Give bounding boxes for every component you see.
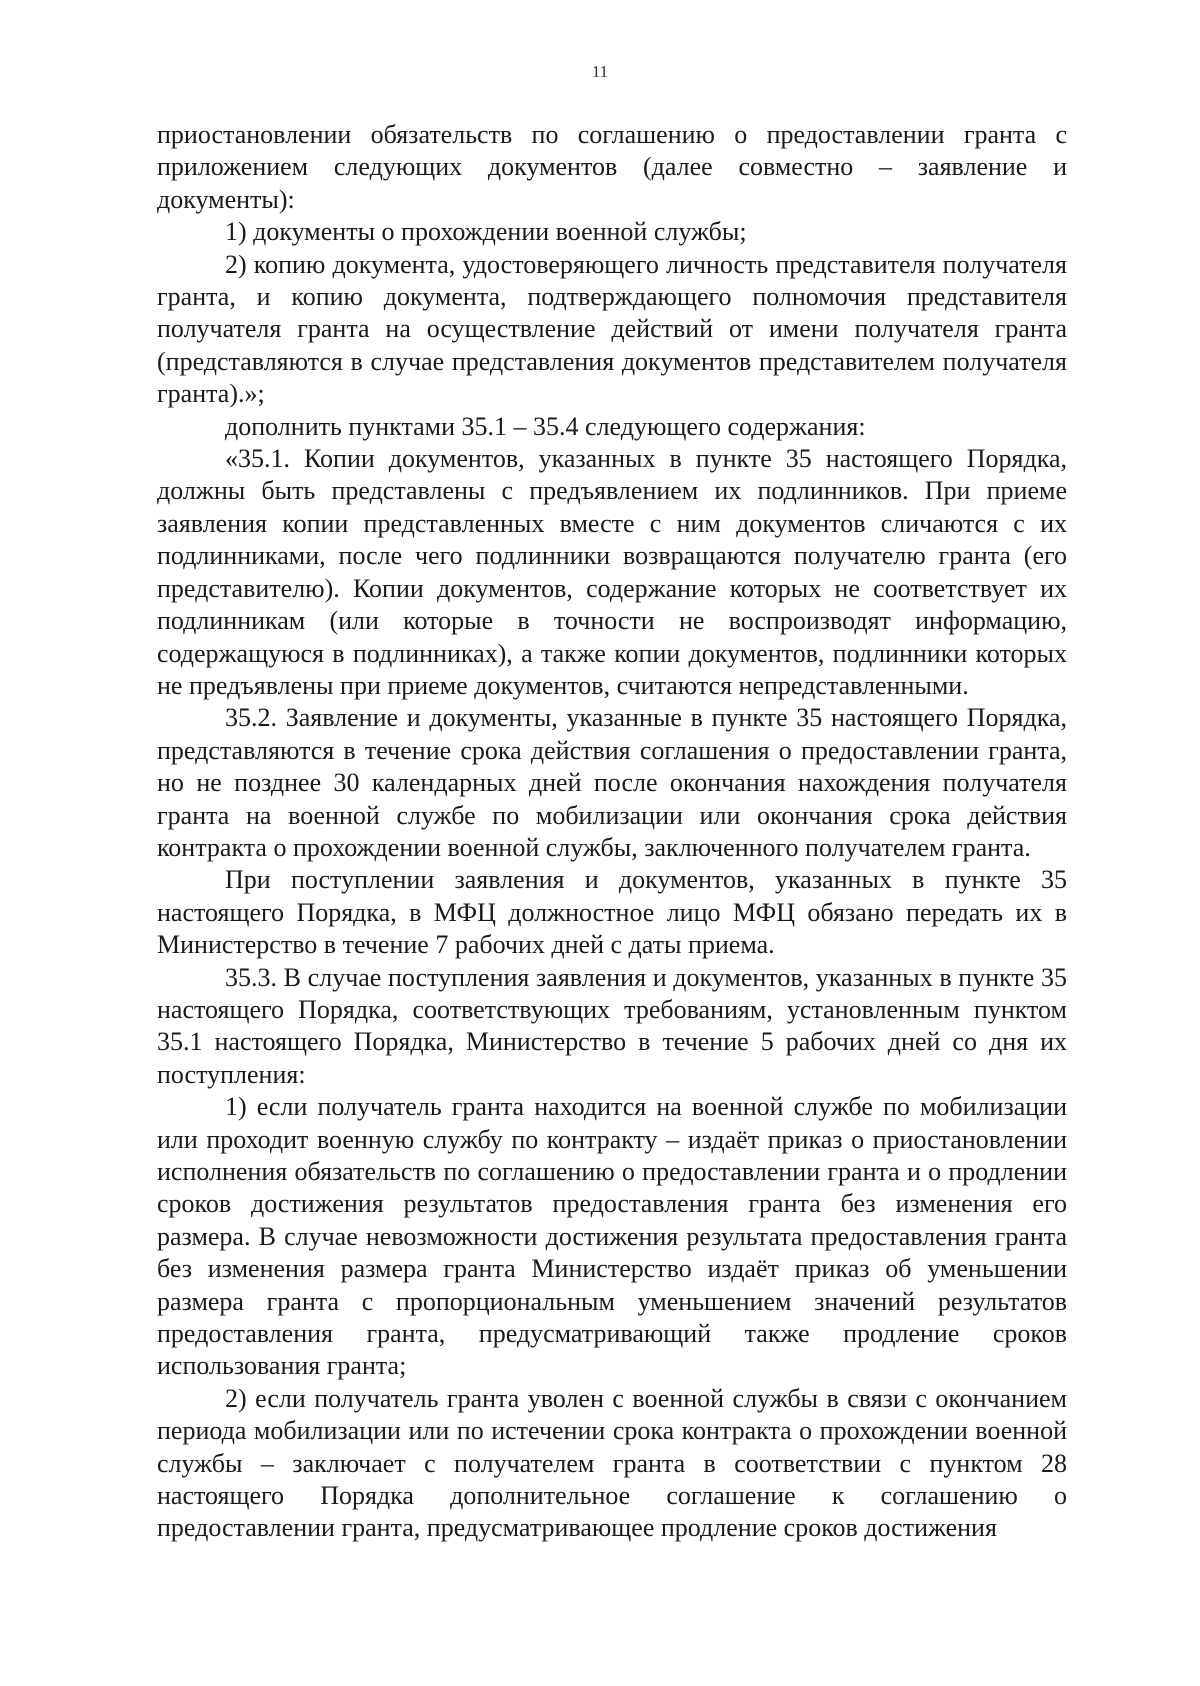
paragraph-item-1: 1) документы о прохождении военной службы;: [225, 217, 747, 247]
paragraph-mfc: При поступлении заявления и документов, указанных в пункте 35 настоящего Порядка, в МФЦ должностное лицо МФЦ обязано передать их в Министерство в течение 7 рабочих дней с даты приема.: [157, 865, 1067, 960]
paragraph-continuation: приостановлении обязательств по соглашению о предоставлении гранта с приложением следующих документов (далее совместно – заявление и документы):: [157, 120, 1067, 214]
paragraph-amendment-intro: дополнить пунктами 35.1 – 35.4 следующего содержания:: [225, 411, 866, 441]
paragraph-35-1: «35.1. Копии документов, указанных в пункте 35 настоящего Порядка, должны быть представлены с предъявлением их подлинников. При приеме заявления копии представленных вместе с ним документов сличаются с их подлинниками, после чего подлинники возвращаются получателю гранта (его представителю). Копии документов, содержание которых не соответствует их подлинникам (или которые в точности не воспроизводят информацию, содержащуюся в подлинниках), а также копии документов, подлинники которых не предъявлены при приеме документов, считаются непредставленными.: [157, 444, 1067, 700]
paragraph-35-3: 35.3. В случае поступления заявления и документов, указанных в пункте 35 настоящего Порядка, соответствующих требованиям, установленным пунктом 35.1 настоящего Порядка, Министерство в течение 5 рабочих дней со дня их поступления:: [157, 962, 1067, 1089]
paragraph-35-3-item-1: 1) если получатель гранта находится на военной службе по мобилизации или проходит военную службу по контракту – издаёт приказ о приостановлении исполнения обязательств по соглашению о предоставлении гранта и о продлении сроков достижения результатов предоставления гранта без изменения его размера. В случае невозможности достижения результата предоставления гранта без изменения размера гранта Министерство издаёт приказ об уменьшении размера гранта с пропорциональным уменьшением значений результатов предоставления гранта, предусматривающий также продление сроков использования гранта;: [157, 1092, 1067, 1381]
paragraph-35-3-item-2: 2) если получатель гранта уволен с военной службы в связи с окончанием периода мобилизации или по истечении срока контракта о прохождении военной службы – заключает с получателем гранта в соответствии с пунктом 28 настоящего Порядка дополнительное соглашение к соглашению о предоставлении гранта, предусматривающее продление сроков достижения: [157, 1383, 1067, 1543]
document-body: [157, 119, 1067, 1545]
paragraph-35-2: 35.2. Заявление и документы, указанные в пункте 35 настоящего Порядка, представляются в течение срока действия соглашения о предоставлении гранта, но не позднее 30 календарных дней после окончания нахождения получателя гранта на военной службе по мобилизации или окончания срока действия контракта о прохождении военной службы, заключенного получателем гранта.: [157, 703, 1067, 862]
paragraph-item-2: 2) копию документа, удостоверяющего личность представителя получателя гранта, и копию документа, подтверждающего полномочия представителя получателя гранта на осуществление действий от имени получателя гранта (представляются в случае представления документов представителем получателя гранта).»;: [157, 249, 1067, 409]
page-number: 11: [591, 62, 609, 81]
